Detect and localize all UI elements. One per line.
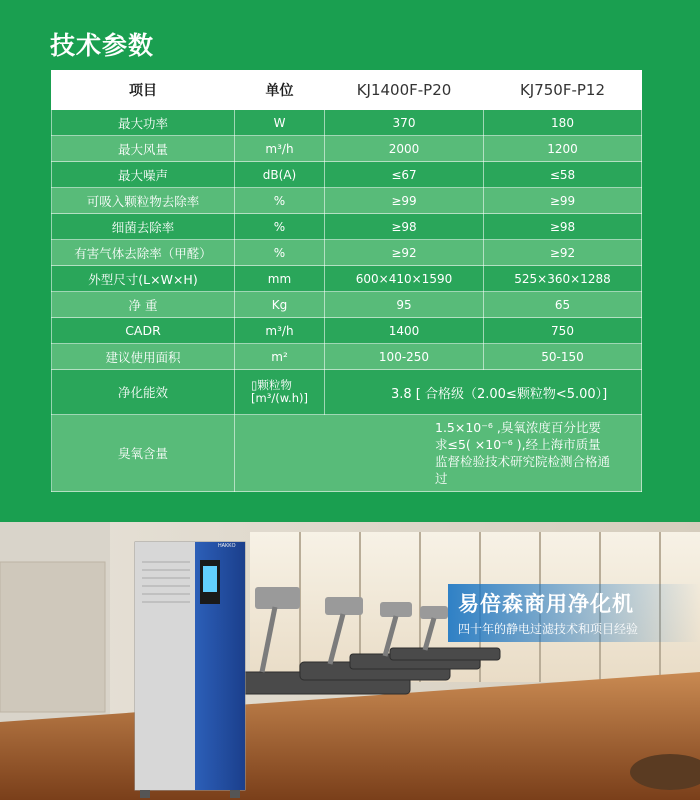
row-value-p12: 525×360×1288 (484, 266, 642, 292)
row-value-p12: ≥92 (484, 240, 642, 266)
row-unit: W (235, 110, 325, 136)
row-value-p12: 1200 (484, 136, 642, 162)
row-value-p20: ≤67 (325, 162, 484, 188)
table-row (52, 344, 642, 370)
row-item: CADR (52, 318, 235, 344)
table-row (52, 318, 642, 344)
row-item: 细菌去除率 (52, 214, 235, 240)
table-header-row (52, 71, 642, 110)
row-value-p12: 65 (484, 292, 642, 318)
banner-title: 易倍森商用净化机 (458, 591, 634, 616)
table-row-ozone (52, 415, 642, 492)
purifier-device (135, 542, 245, 798)
table-row (52, 214, 642, 240)
row-item: 有害气体去除率（甲醛） (52, 240, 235, 266)
row-value-p20: 100-250 (325, 344, 484, 370)
row-value-p20: 2000 (325, 136, 484, 162)
row-unit: % (235, 240, 325, 266)
row-unit: m² (235, 344, 325, 370)
efficiency-unit (251, 379, 308, 405)
gym-scene-illustration (0, 522, 700, 800)
row-value-p12: 750 (484, 318, 642, 344)
header-model-p12: KJ750F-P12 (484, 71, 642, 110)
row-unit (235, 370, 325, 415)
table-row (52, 162, 642, 188)
row-item: 臭氧含量 (52, 415, 235, 492)
row-item: 可吸入颗粒物去除率 (52, 188, 235, 214)
row-item: 最大噪声 (52, 162, 235, 188)
efficiency-unit-line2: [m³/(w.h)] (251, 391, 308, 405)
row-item: 最大功率 (52, 110, 235, 136)
row-unit: m³/h (235, 136, 325, 162)
table-row (52, 110, 642, 136)
row-value-p12: 180 (484, 110, 642, 136)
header-model-p20: KJ1400F-P20 (325, 71, 484, 110)
row-unit: % (235, 214, 325, 240)
spec-table-body (52, 110, 642, 492)
table-row (52, 136, 642, 162)
row-unit: m³/h (235, 318, 325, 344)
row-value-p20: 600×410×1590 (325, 266, 484, 292)
header-unit: 单位 (235, 71, 325, 110)
efficiency-value: 3.8 [ 合格级（2.00≤颗粒物<5.00）] (325, 370, 642, 415)
row-value-p12: ≤58 (484, 162, 642, 188)
row-item: 外型尺寸(L×W×H) (52, 266, 235, 292)
ozone-value: 1.5×10⁻⁶ ,臭氧浓度百分比要求≤5( ×10⁻⁶ ),经上海市质量监督检验技术研究院检测合格通过 (235, 415, 642, 492)
row-unit: mm (235, 266, 325, 292)
efficiency-unit-line1: ▯颗粒物 (251, 378, 292, 392)
table-row (52, 292, 642, 318)
row-unit: dB(A) (235, 162, 325, 188)
spec-table (51, 70, 642, 492)
table-row (52, 240, 642, 266)
row-value-p20: ≥99 (325, 188, 484, 214)
row-item: 最大风量 (52, 136, 235, 162)
device-brand-mark: HAKKO (218, 543, 236, 549)
table-row-efficiency (52, 370, 642, 415)
table-row (52, 188, 642, 214)
row-unit: % (235, 188, 325, 214)
row-value-p20: ≥92 (325, 240, 484, 266)
row-unit: Kg (235, 292, 325, 318)
row-value-p20: ≥98 (325, 214, 484, 240)
row-value-p20: 370 (325, 110, 484, 136)
row-item: 建议使用面积 (52, 344, 235, 370)
row-value-p12: 50-150 (484, 344, 642, 370)
gym-photo (0, 522, 700, 800)
row-item: 净 重 (52, 292, 235, 318)
header-item: 项目 (52, 71, 235, 110)
row-item: 净化能效 (52, 370, 235, 415)
row-value-p20: 95 (325, 292, 484, 318)
row-value-p20: 1400 (325, 318, 484, 344)
row-value-p12: ≥99 (484, 188, 642, 214)
row-value-p12: ≥98 (484, 214, 642, 240)
table-row (52, 266, 642, 292)
banner-subtitle: 四十年的静电过滤技术和项目经验 (458, 622, 639, 636)
section-title: 技术参数 (50, 31, 155, 60)
